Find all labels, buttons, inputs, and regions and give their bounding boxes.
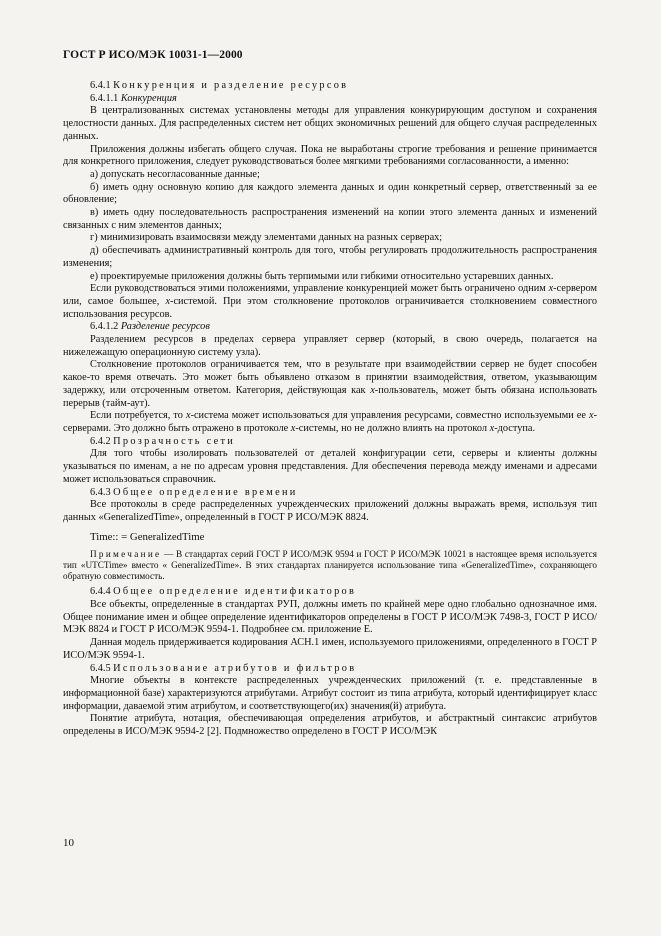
section-6-4-1-1-heading [63,93,597,106]
variable-x: x [290,422,296,434]
paragraph: Данная модель придерживается кодирования АСН.1 имен, используемого приложениями, определенного в ГОСТ Р ИСО/МЭК 9594-1. [63,637,597,661]
section-6-4-5-heading [63,663,597,676]
section-title: Общее определение идентификаторов [113,586,357,598]
paragraph [63,283,597,321]
paragraph: Для того чтобы изолировать пользователей от деталей конфигурации сети, серверы и клиенты должны указываться по именам, а не по адресам уровня представления. Для обеспечения перевода между именами и адресами может использоваться справочник. [63,448,597,485]
list-item: е) проектируемые приложения должны быть терпимыми или гибкими относительно устаревших данных. [90,270,554,282]
list-item: б) иметь одну основную копию для каждого элемента данных и один конкретный сервер, ответственный за ее обновление; [63,181,597,206]
paragraph: Многие объекты в контексте распределенных учрежденческих приложений (т. е. представленные в информационной базе) характеризуются атрибутами. Атрибут состоит из типа атрибута, который идентифицирует класс информации, даваемой этим атрибутом, и соответствующего(их) значения(й) атрибута. [63,675,597,712]
section-number: 6.4.5 [90,662,111,674]
running-header: ГОСТ Р ИСО/МЭК 10031-1—2000 [63,49,243,61]
section-title: Разделение ресурсов [120,321,210,333]
page-number: 10 [63,837,74,849]
section-number: 6.4.1.1 [90,92,119,104]
text-run: Если руководствоваться этими положениями, управление конкуренцией может быть ограничено одним [90,283,549,295]
paragraph: Все протоколы в среде распределенных учрежденческих приложений должны выражать время, используя тип данных «GeneralizedTime», определенный в ГОСТ Р ИСО/МЭК 8824. [63,499,597,523]
list-item: в) иметь одну последовательность распространения изменений на копии этого элемента данных и изменений связанных с ним элементов данных; [63,207,597,231]
paragraph: Разделением ресурсов в пределах сервера управляет сервер (который, в свою очередь, полагается на нижележащую операционную систему узла). [63,334,597,358]
page-body [63,80,597,739]
variable-x: x [588,410,594,422]
section-title: Конкуренция и разделение ресурсов [113,80,349,91]
note-label: Примечание [90,549,162,560]
note-text: — В стандартах серий ГОСТ Р ИСО/МЭК 9594 и ГОСТ Р ИСО/МЭК 10021 в настоящее время используется тип «UTCTime» вместо « GeneralizedTime». В этих стандартах планируется использование типа «GeneralizedTime», сохраняющего обратную совместимость. [63,549,597,582]
variable-x: x [165,295,171,307]
text-run: -системы, но не должно влиять на протокол [295,422,490,434]
list-item: д) обеспечивать административный контроль для того, чтобы регулировать продолжительность распространения изменения; [63,245,597,269]
note [63,549,597,582]
section-6-4-3-heading [63,487,597,500]
text-run: Столкновение протоколов ограничивается тем, что в результате при взаимодействии сервер не будет способен какое-то время отвечать. Это может быть объявлено отказом в принятии взаимодействия, ответом, указывающим задержку, или отсроченным ответом. Категория, действующая как [63,359,597,396]
text-run: -сервером или, самое большее, [63,283,597,307]
paragraph: Все объекты, определенные в стандартах РУП, должны иметь по крайней мере одно глобально однозначное имя. Общее понимание имен и общее определение идентификаторов определены в ГОСТ Р ИСО/МЭК 7498-3, ГОСТ Р ИСО/МЭК 8824 и ГОСТ Р ИСО/МЭК 9594-1. Подробнее см. приложение Е. [63,599,597,636]
section-6-4-4-heading [63,586,597,599]
variable-x: x [185,410,191,422]
section-title: Конкуренция [120,92,177,104]
text-run: Если потребуется, то [90,410,186,422]
text-run: -система может использоваться для управления ресурсами, совместно используемыми ее [190,410,589,422]
section-number: 6.4.1 [90,80,111,91]
section-title: Прозрачность сети [113,435,236,447]
paragraph [63,359,597,410]
section-number: 6.4.1.2 [90,321,119,333]
section-6-4-1-heading [63,80,597,93]
variable-x: x [370,384,375,396]
text-run: -серверами. Это должно быть отражено в протоколе [63,410,597,434]
asn1-formula: Time:: = GeneralizedTime [90,530,205,543]
section-6-4-2-heading [63,436,597,449]
section-title: Общее определение времени [113,486,298,498]
section-number: 6.4.4 [90,586,111,598]
paragraph: Понятие атрибута, нотация, обеспечивающая определения атрибутов, и абстрактный синтаксис атрибутов определены в ИСО/МЭК 9594-2 [2]. Подмножество определено в ГОСТ Р ИСО/МЭК [63,713,597,738]
section-6-4-1-2-heading [63,321,597,334]
variable-x: x [548,283,554,295]
list-item: а) допускать несогласованные данные; [90,168,260,180]
text-run: -доступа. [494,422,536,434]
paragraph: В централизованных системах установлены методы для управления конкурирующим доступом и сохранения целостности данных. Для распределенных систем нет общих экономичных решений для общего случая распределенных данных. [63,105,597,142]
section-number: 6.4.3 [90,486,111,498]
section-title: Использование атрибутов и фильтров [113,662,357,674]
text-run: -пользователь, может быть обязана использовать перерыв (тайм-аут). [63,384,597,409]
section-number: 6.4.2 [90,435,111,447]
paragraph: Приложения должны избегать общего случая. Пока не выработаны строгие требования и решение принимается для конкретного приложения, следует руководствоваться более мягкими требованиями согласованности, а именно: [63,143,597,168]
variable-x: x [489,422,495,434]
list-item: г) минимизировать взаимосвязи между элементами данных на разных серверах; [90,232,443,244]
paragraph [63,410,597,435]
text-run: -системой. При этом столкновение протоколов ограничивается столкновением совместного использования ресурсов. [63,295,598,320]
